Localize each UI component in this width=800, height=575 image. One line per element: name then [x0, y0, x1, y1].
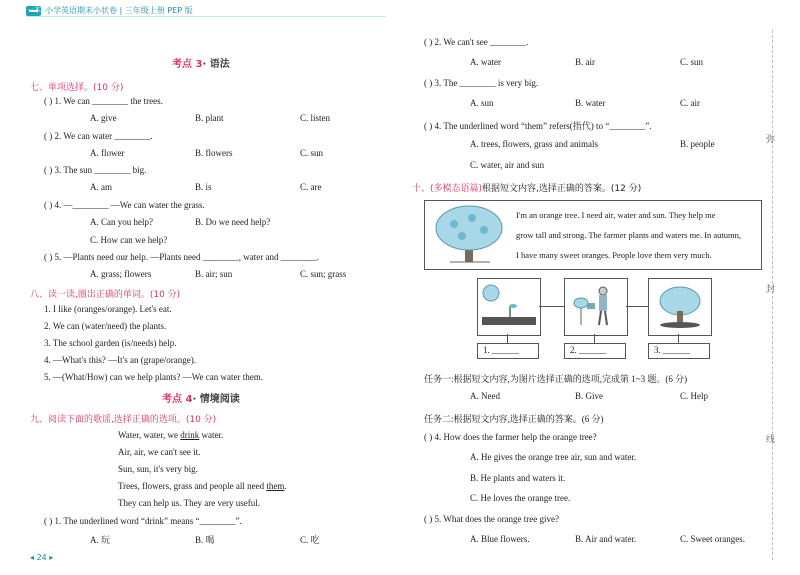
poem-line-4: Trees, flowers, grass and people all need them. — [118, 481, 287, 491]
q5-opt-a[interactable]: A. grass; flowers — [90, 269, 152, 279]
page-number: ◂ 24 ▸ — [30, 553, 54, 562]
header-badge — [26, 6, 41, 16]
q1-opt-b[interactable]: B. plant — [195, 113, 224, 123]
r-q4b-opt-c[interactable]: C. He loves the orange tree. — [470, 493, 571, 503]
r-q3-opt-a[interactable]: A. sun — [470, 98, 494, 108]
r-q5b-stem: ( ) 5. What does the orange tree give? — [424, 514, 560, 524]
q5-stem: ( ) 5. —Plants need our help. —Plants need ________, water and ________. — [44, 252, 319, 262]
margin-char-3: 线 — [766, 435, 776, 445]
connector-1 — [539, 306, 564, 307]
answer-box-3[interactable] — [648, 343, 710, 359]
r-q4-stem: ( ) 4. The underlined word “them” refers(指代) to “________”. — [424, 121, 652, 131]
margin-char-1: 弥 — [766, 135, 776, 145]
topic4-heading: 考点 4· 情境阅读 — [162, 394, 240, 405]
passage-line-3: I have many sweet oranges. People love them very much. — [516, 250, 712, 260]
r-q5b-opt-c[interactable]: C. Sweet oranges. — [680, 534, 745, 544]
task1-title: 任务一:根据短文内容,为图片选择正确的选项,完成第 1~3 题。(6 分) — [424, 374, 688, 384]
r-q3-opt-c[interactable]: C. air — [680, 98, 700, 108]
stem-3 — [678, 334, 679, 343]
answer-box-2[interactable] — [564, 343, 626, 359]
q1-opt-c[interactable]: C. listen — [300, 113, 331, 123]
sec8-item-4: 4. —What's this? —It's an (grape/orange). — [44, 355, 196, 365]
r-q2-opt-b[interactable]: B. air — [575, 57, 595, 67]
r-q4b-opt-b[interactable]: B. He plants and waters it. — [470, 473, 566, 483]
q4-opt-b[interactable]: B. Do we need help? — [195, 217, 271, 227]
q3-opt-b[interactable]: B. is — [195, 182, 212, 192]
header-badge-text: 一本 — [27, 6, 41, 14]
poem-line-5: They can help us. They are very useful. — [118, 498, 261, 508]
r-q4-opt-c[interactable]: C. water, air and sun — [470, 160, 545, 170]
answer-box-2-label: 2. ______ — [570, 345, 606, 355]
r-q4-opt-b[interactable]: B. people — [680, 139, 715, 149]
q3-opt-a[interactable]: A. am — [90, 182, 112, 192]
task2-title: 任务二:根据短文内容,选择正确的答案。(6 分) — [424, 414, 604, 424]
answer-box-1[interactable] — [477, 343, 539, 359]
header-rule — [26, 16, 386, 17]
r-q5b-opt-b[interactable]: B. Air and water. — [575, 534, 637, 544]
sec10-title: 十、(多模态语篇)根据短文内容,选择正确的答案。(12 分) — [412, 184, 642, 194]
sec9-q1-stem: ( ) 1. The underlined word “drink” means “________”. — [44, 516, 242, 526]
r-q3-opt-b[interactable]: B. water — [575, 98, 606, 108]
q2-opt-a[interactable]: A. flower — [90, 148, 125, 158]
q1-stem: ( ) 1. We can ________ the trees. — [44, 96, 163, 106]
task1-opt-a[interactable]: A. Need — [470, 391, 500, 401]
answer-box-3-label: 3. ______ — [654, 345, 690, 355]
r-q5b-opt-a[interactable]: A. Blue flowers. — [470, 534, 530, 544]
r-q2-stem: ( ) 2. We can't see ________. — [424, 37, 529, 47]
farmer-watering-icon — [565, 279, 627, 335]
task1-opt-b[interactable]: B. Give — [575, 391, 603, 401]
r-q3-stem: ( ) 3. The ________ is very big. — [424, 78, 539, 88]
r-q4b-stem: ( ) 4. How does the farmer help the orange tree? — [424, 432, 597, 442]
connector-2 — [626, 306, 648, 307]
poem-line-1: Water, water, we drink water. — [118, 430, 224, 440]
q4-stem: ( ) 4. —________ —We can water the grass. — [44, 200, 205, 210]
margin-char-2: 封 — [766, 285, 776, 295]
q3-stem: ( ) 3. The sun ________ big. — [44, 165, 147, 175]
orange-tree-image — [432, 204, 506, 266]
passage-line-1: I'm an orange tree. I need air, water and sun. They help me — [516, 210, 716, 220]
sec9-q1-opt-b[interactable]: B. 喝 — [195, 535, 215, 545]
q2-stem: ( ) 2. We can water ________. — [44, 131, 153, 141]
task1-opt-c[interactable]: C. Help — [680, 391, 708, 401]
q1-opt-a[interactable]: A. give — [90, 113, 117, 123]
passage-line-2: grow tall and strong. The farmer plants and waters me. In autumn, — [516, 230, 742, 240]
answer-box-1-label: 1. ______ — [483, 345, 519, 355]
grown-tree-icon — [649, 279, 711, 335]
poem-line-3: Sun, sun, it's very big. — [118, 464, 198, 474]
stem-2 — [594, 334, 595, 343]
seal-line — [772, 30, 773, 560]
poem-line-2: Air, air, we can't see it. — [118, 447, 201, 457]
q5-opt-b[interactable]: B. air; sun — [195, 269, 233, 279]
sec8-item-2: 2. We can (water/need) the plants. — [44, 321, 167, 331]
sec9-title: 九、阅读下面的歌谣,选择正确的选项。(10 分) — [30, 415, 217, 425]
sec9-q1-opt-a[interactable]: A. 玩 — [90, 535, 110, 545]
sec8-item-3: 3. The school garden (is/needs) help. — [44, 338, 177, 348]
topic3-heading: 考点 3· 语法 — [172, 59, 230, 70]
picture-2 — [564, 278, 628, 336]
q4-opt-a[interactable]: A. Can you help? — [90, 217, 153, 227]
sec7-title: 七、单项选择。(10 分) — [30, 83, 124, 93]
r-q2-opt-c[interactable]: C. sun — [680, 57, 704, 67]
sec8-item-5: 5. —(What/How) can we help plants? —We can water them. — [44, 372, 263, 382]
q5-opt-c[interactable]: C. sun; grass — [300, 269, 347, 279]
sec8-item-1: 1. I like (oranges/orange). Let's eat. — [44, 304, 172, 314]
r-q4b-opt-a[interactable]: A. He gives the orange tree air, sun and water. — [470, 452, 637, 462]
stem-1 — [507, 334, 508, 343]
header-title: 小学英语期末小状卷 | 三年级上册 PEP 版 — [45, 6, 193, 15]
sec9-q1-opt-c[interactable]: C. 吃 — [300, 535, 320, 545]
picture-1 — [477, 278, 541, 336]
q3-opt-c[interactable]: C. are — [300, 182, 322, 192]
picture-3 — [648, 278, 712, 336]
sun-seedling-icon — [478, 279, 540, 335]
sec8-title: 八、读一读,圈出正确的单词。(10 分) — [30, 290, 181, 300]
q2-opt-c[interactable]: C. sun — [300, 148, 324, 158]
r-q2-opt-a[interactable]: A. water — [470, 57, 501, 67]
q2-opt-b[interactable]: B. flowers — [195, 148, 233, 158]
q4-opt-c[interactable]: C. How can we help? — [90, 235, 168, 245]
r-q4-opt-a[interactable]: A. trees, flowers, grass and animals — [470, 139, 598, 149]
